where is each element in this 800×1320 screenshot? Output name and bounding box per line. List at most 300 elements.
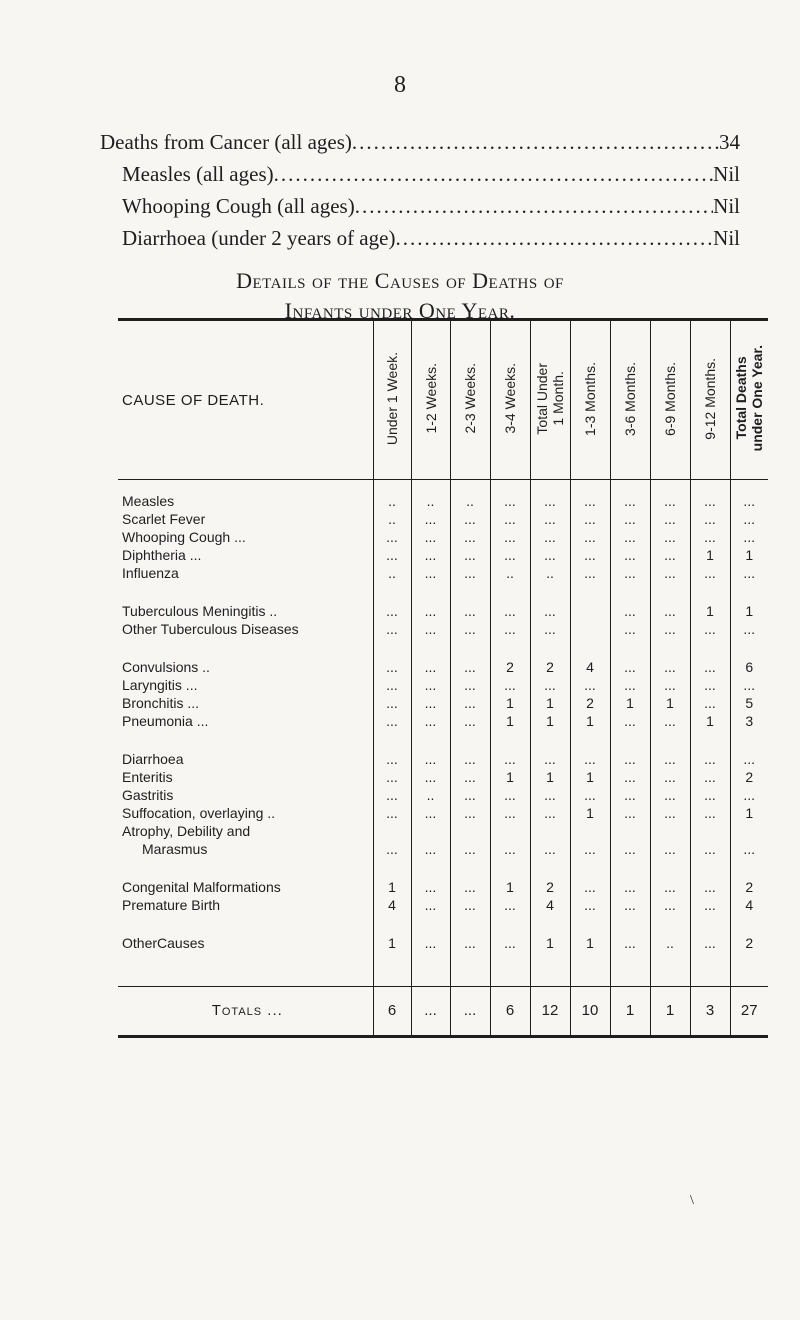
- cause-cell: [118, 638, 373, 658]
- value-cell: ...: [450, 896, 490, 914]
- value-cell: 3: [730, 712, 768, 730]
- value-cell: ...: [690, 510, 730, 528]
- cause-cell: Influenza: [122, 565, 179, 581]
- value-cell: ...: [570, 528, 610, 546]
- value-cell: 2: [530, 878, 570, 896]
- value-cell: ...: [411, 620, 450, 638]
- value-cell: ...: [530, 786, 570, 804]
- value-cell: [411, 914, 450, 934]
- value-cell: ...: [650, 804, 690, 822]
- value-cell: ...: [490, 840, 530, 858]
- value-cell: ...: [730, 528, 768, 546]
- value-cell: [570, 952, 610, 987]
- value-cell: ...: [530, 840, 570, 858]
- value-cell: ...: [610, 620, 650, 638]
- value-cell: ..: [450, 492, 490, 510]
- value-cell: ...: [610, 896, 650, 914]
- value-cell: 1: [490, 712, 530, 730]
- cause-cell: Tuberculous Meningitis ..: [122, 603, 278, 619]
- value-cell: [530, 638, 570, 658]
- value-cell: ...: [411, 510, 450, 528]
- value-cell: ...: [490, 804, 530, 822]
- value-cell: 1: [610, 987, 650, 1037]
- value-cell: ...: [373, 620, 411, 638]
- spacer-row: [118, 730, 768, 750]
- value-cell: ...: [650, 712, 690, 730]
- table-row: [118, 510, 768, 528]
- value-cell: [411, 822, 450, 840]
- stray-mark: \: [690, 1193, 694, 1208]
- value-cell: ...: [650, 564, 690, 582]
- value-cell: ...: [490, 934, 530, 952]
- table-row: [118, 840, 768, 858]
- value-cell: ...: [450, 840, 490, 858]
- dot-leader: [355, 190, 713, 222]
- value-cell: 1: [530, 712, 570, 730]
- cause-cell: Scarlet Fever: [122, 511, 206, 527]
- value-cell: ..: [650, 934, 690, 952]
- value-cell: [570, 730, 610, 750]
- table-body: [118, 480, 768, 1037]
- value-cell: ...: [690, 658, 730, 676]
- value-cell: [690, 730, 730, 750]
- value-cell: 1: [690, 546, 730, 564]
- column-header-label: Total Deaths under One Year.: [733, 345, 766, 452]
- value-cell: ...: [490, 786, 530, 804]
- summary-label: Whooping Cough (all ages): [122, 194, 355, 218]
- value-cell: ...: [411, 878, 450, 896]
- value-cell: ...: [730, 564, 768, 582]
- value-cell: 5: [730, 694, 768, 712]
- value-cell: [490, 952, 530, 987]
- value-cell: ...: [490, 492, 530, 510]
- value-cell: [373, 480, 411, 493]
- column-header-label: Total Under 1 Month.: [534, 362, 566, 435]
- value-cell: ...: [411, 804, 450, 822]
- value-cell: ...: [730, 492, 768, 510]
- cause-cell: Measles: [122, 493, 175, 509]
- value-cell: ...: [450, 987, 490, 1037]
- value-cell: [490, 858, 530, 878]
- cause-column-header: CAUSE OF DEATH.: [118, 320, 373, 480]
- value-cell: [730, 952, 768, 987]
- value-cell: ...: [650, 510, 690, 528]
- table-row: [118, 768, 768, 786]
- value-cell: ...: [450, 768, 490, 786]
- column-header-label: Under 1 Week.: [384, 351, 400, 446]
- value-cell: [730, 480, 768, 493]
- value-cell: [650, 952, 690, 987]
- value-cell: 6: [730, 658, 768, 676]
- value-cell: 1: [373, 934, 411, 952]
- value-cell: [610, 914, 650, 934]
- column-header: [490, 320, 530, 480]
- value-cell: ...: [690, 840, 730, 858]
- cause-cell: Laryngitis ...: [122, 677, 198, 693]
- value-cell: [690, 952, 730, 987]
- value-cell: ...: [411, 602, 450, 620]
- table-row: [118, 658, 768, 676]
- value-cell: ...: [690, 620, 730, 638]
- value-cell: ...: [530, 528, 570, 546]
- value-cell: ..: [373, 510, 411, 528]
- value-cell: ...: [610, 712, 650, 730]
- table-row: [118, 564, 768, 582]
- page-number: 8: [394, 72, 406, 98]
- value-cell: ...: [450, 528, 490, 546]
- value-cell: ...: [650, 492, 690, 510]
- value-cell: 2: [530, 658, 570, 676]
- value-cell: ...: [373, 694, 411, 712]
- cause-cell: Suffocation, overlaying ..: [122, 805, 276, 821]
- value-cell: ...: [490, 750, 530, 768]
- summary-value: 34: [719, 130, 740, 154]
- cause-cell: Pneumonia ...: [122, 713, 209, 729]
- value-cell: ...: [570, 676, 610, 694]
- value-cell: [610, 730, 650, 750]
- value-cell: 1: [530, 694, 570, 712]
- cause-cell: Marasmus: [142, 841, 208, 857]
- cause-cell: [118, 480, 373, 493]
- column-header-label: 6-9 Months.: [662, 361, 678, 436]
- value-cell: [530, 858, 570, 878]
- value-cell: ..: [411, 786, 450, 804]
- value-cell: ...: [373, 840, 411, 858]
- value-cell: [411, 480, 450, 493]
- value-cell: ...: [530, 492, 570, 510]
- value-cell: ...: [490, 896, 530, 914]
- table-row: [118, 528, 768, 546]
- value-cell: ...: [490, 620, 530, 638]
- summary-label: Diarrhoea (under 2 years of age): [122, 226, 396, 250]
- value-cell: ...: [610, 750, 650, 768]
- value-cell: ...: [610, 676, 650, 694]
- summary-value: Nil: [713, 162, 740, 186]
- cause-cell: Premature Birth: [122, 897, 221, 913]
- value-cell: [450, 822, 490, 840]
- value-cell: 2: [490, 658, 530, 676]
- table-header-row: [118, 320, 768, 480]
- value-cell: ...: [411, 896, 450, 914]
- dot-leader: [395, 222, 713, 254]
- spacer-row: [118, 914, 768, 934]
- table-row: [118, 676, 768, 694]
- value-cell: ...: [530, 804, 570, 822]
- cause-cell: [118, 914, 373, 934]
- value-cell: ...: [650, 786, 690, 804]
- value-cell: ...: [650, 546, 690, 564]
- value-cell: [490, 914, 530, 934]
- value-cell: ...: [690, 528, 730, 546]
- value-cell: ...: [411, 712, 450, 730]
- summary-line-measles: [100, 158, 740, 190]
- value-cell: [650, 730, 690, 750]
- value-cell: ...: [570, 750, 610, 768]
- value-cell: ...: [650, 896, 690, 914]
- value-cell: ...: [490, 528, 530, 546]
- table-row: [118, 934, 768, 952]
- value-cell: [690, 822, 730, 840]
- value-cell: [650, 858, 690, 878]
- value-cell: [490, 638, 530, 658]
- value-cell: 4: [730, 896, 768, 914]
- value-cell: 2: [570, 694, 610, 712]
- column-header: [530, 320, 570, 480]
- value-cell: [650, 822, 690, 840]
- value-cell: ...: [450, 602, 490, 620]
- value-cell: [650, 914, 690, 934]
- value-cell: ...: [450, 694, 490, 712]
- value-cell: [610, 858, 650, 878]
- value-cell: ...: [610, 528, 650, 546]
- value-cell: ...: [530, 546, 570, 564]
- column-header: [411, 320, 450, 480]
- value-cell: ...: [610, 840, 650, 858]
- value-cell: 1: [530, 934, 570, 952]
- spacer-row: [118, 638, 768, 658]
- value-cell: ...: [411, 546, 450, 564]
- cause-cell: OtherCauses: [122, 935, 205, 951]
- value-cell: [373, 914, 411, 934]
- cause-cell: [118, 858, 373, 878]
- value-cell: ...: [650, 750, 690, 768]
- value-cell: ...: [373, 750, 411, 768]
- column-header: [730, 320, 768, 480]
- value-cell: [650, 638, 690, 658]
- value-cell: [570, 480, 610, 493]
- value-cell: [411, 638, 450, 658]
- value-cell: ...: [650, 602, 690, 620]
- value-cell: ...: [570, 878, 610, 896]
- value-cell: [530, 730, 570, 750]
- value-cell: ...: [650, 620, 690, 638]
- cause-cell: [118, 952, 373, 987]
- value-cell: [690, 638, 730, 658]
- value-cell: ...: [411, 750, 450, 768]
- value-cell: ...: [450, 564, 490, 582]
- value-cell: [411, 582, 450, 602]
- value-cell: 1: [490, 768, 530, 786]
- value-cell: [373, 822, 411, 840]
- table-row: [118, 750, 768, 768]
- value-cell: [690, 858, 730, 878]
- cause-cell: [118, 730, 373, 750]
- value-cell: ...: [610, 564, 650, 582]
- value-cell: [450, 480, 490, 493]
- value-cell: [730, 582, 768, 602]
- table-row: [118, 878, 768, 896]
- value-cell: ...: [373, 712, 411, 730]
- value-cell: [411, 858, 450, 878]
- value-cell: [730, 730, 768, 750]
- value-cell: ...: [570, 492, 610, 510]
- value-cell: 1: [730, 602, 768, 620]
- value-cell: ..: [411, 492, 450, 510]
- value-cell: 2: [730, 768, 768, 786]
- value-cell: ...: [730, 840, 768, 858]
- value-cell: ...: [690, 564, 730, 582]
- value-cell: ...: [490, 676, 530, 694]
- value-cell: ...: [411, 768, 450, 786]
- column-header: [650, 320, 690, 480]
- value-cell: ...: [450, 620, 490, 638]
- value-cell: ...: [650, 528, 690, 546]
- cause-cell: Totals ...: [211, 1002, 283, 1019]
- value-cell: 1: [650, 987, 690, 1037]
- summary-line-whooping-cough: [100, 190, 740, 222]
- value-cell: ...: [610, 768, 650, 786]
- value-cell: ...: [610, 492, 650, 510]
- cause-cell: Convulsions ..: [122, 659, 210, 675]
- table-row: [118, 620, 768, 638]
- table-row: [118, 546, 768, 564]
- value-cell: ...: [450, 510, 490, 528]
- value-cell: 1: [570, 768, 610, 786]
- value-cell: 10: [570, 987, 610, 1037]
- column-header: [690, 320, 730, 480]
- value-cell: [610, 582, 650, 602]
- cause-cell: Other Tuberculous Diseases: [122, 621, 299, 637]
- value-cell: 2: [730, 878, 768, 896]
- value-cell: ...: [650, 840, 690, 858]
- value-cell: ...: [690, 878, 730, 896]
- value-cell: ...: [411, 840, 450, 858]
- value-cell: ...: [650, 658, 690, 676]
- value-cell: ...: [490, 510, 530, 528]
- value-cell: 1: [690, 712, 730, 730]
- value-cell: ...: [373, 676, 411, 694]
- value-cell: [530, 480, 570, 493]
- value-cell: 12: [530, 987, 570, 1037]
- table-row: [118, 786, 768, 804]
- value-cell: ...: [450, 546, 490, 564]
- summary-label: Deaths from Cancer (all ages): [100, 130, 352, 154]
- spacer-row: [118, 858, 768, 878]
- value-cell: 6: [373, 987, 411, 1037]
- value-cell: ...: [730, 786, 768, 804]
- value-cell: ...: [490, 546, 530, 564]
- cause-cell: Bronchitis ...: [122, 695, 200, 711]
- value-cell: ...: [730, 750, 768, 768]
- value-cell: ...: [411, 564, 450, 582]
- value-cell: [530, 822, 570, 840]
- value-cell: [570, 638, 610, 658]
- value-cell: 1: [610, 694, 650, 712]
- value-cell: 1: [730, 546, 768, 564]
- value-cell: ...: [610, 934, 650, 952]
- table-row: [118, 712, 768, 730]
- summary-label: Measles (all ages): [122, 162, 274, 186]
- value-cell: [530, 582, 570, 602]
- value-cell: ...: [530, 602, 570, 620]
- value-cell: 4: [570, 658, 610, 676]
- value-cell: ...: [530, 620, 570, 638]
- spacer-row: [118, 582, 768, 602]
- value-cell: [450, 858, 490, 878]
- value-cell: 1: [490, 878, 530, 896]
- column-header-label: 2-3 Weeks.: [462, 363, 478, 434]
- mortality-summary: [100, 126, 740, 254]
- value-cell: [730, 858, 768, 878]
- value-cell: ...: [570, 840, 610, 858]
- column-header: [570, 320, 610, 480]
- value-cell: ...: [411, 934, 450, 952]
- value-cell: [373, 858, 411, 878]
- value-cell: [490, 582, 530, 602]
- dot-leader: [352, 126, 719, 158]
- heading-line-2: Infants under One Year.: [284, 298, 516, 323]
- column-header-label: 3-4 Weeks.: [502, 363, 518, 434]
- value-cell: [450, 638, 490, 658]
- column-header-label: 9-12 Months.: [702, 357, 718, 440]
- value-cell: [690, 480, 730, 493]
- value-cell: [450, 730, 490, 750]
- value-cell: ...: [570, 546, 610, 564]
- cause-cell: [118, 582, 373, 602]
- value-cell: 1: [373, 878, 411, 896]
- value-cell: ...: [610, 658, 650, 676]
- value-cell: [610, 480, 650, 493]
- value-cell: 1: [690, 602, 730, 620]
- value-cell: ...: [530, 750, 570, 768]
- value-cell: ...: [450, 712, 490, 730]
- value-cell: ...: [373, 786, 411, 804]
- cause-cell: Whooping Cough ...: [122, 529, 246, 545]
- value-cell: ...: [610, 804, 650, 822]
- value-cell: ...: [450, 934, 490, 952]
- value-cell: [373, 730, 411, 750]
- value-cell: ...: [730, 620, 768, 638]
- value-cell: ...: [730, 676, 768, 694]
- totals-row: [118, 987, 768, 1037]
- value-cell: ...: [690, 804, 730, 822]
- value-cell: ...: [650, 676, 690, 694]
- summary-value: Nil: [713, 226, 740, 250]
- value-cell: [411, 730, 450, 750]
- value-cell: ...: [411, 987, 450, 1037]
- value-cell: ...: [690, 676, 730, 694]
- value-cell: [530, 914, 570, 934]
- value-cell: 3: [690, 987, 730, 1037]
- value-cell: ...: [411, 694, 450, 712]
- value-cell: ...: [570, 510, 610, 528]
- value-cell: ...: [690, 492, 730, 510]
- value-cell: [730, 914, 768, 934]
- value-cell: 2: [730, 934, 768, 952]
- value-cell: ...: [610, 510, 650, 528]
- value-cell: ...: [411, 528, 450, 546]
- summary-line-diarrhoea: [100, 222, 740, 254]
- value-cell: 6: [490, 987, 530, 1037]
- value-cell: ...: [373, 602, 411, 620]
- table-row: [118, 602, 768, 620]
- value-cell: [490, 480, 530, 493]
- value-cell: [373, 582, 411, 602]
- value-cell: 1: [530, 768, 570, 786]
- table-row: [118, 822, 768, 840]
- value-cell: [373, 952, 411, 987]
- spacer-row: [118, 952, 768, 987]
- value-cell: ...: [373, 768, 411, 786]
- value-cell: [570, 858, 610, 878]
- value-cell: ...: [450, 804, 490, 822]
- cause-cell: Diphtheria ...: [122, 547, 202, 563]
- value-cell: ...: [450, 750, 490, 768]
- value-cell: ...: [690, 694, 730, 712]
- value-cell: ..: [373, 564, 411, 582]
- value-cell: ...: [570, 786, 610, 804]
- table-row: [118, 804, 768, 822]
